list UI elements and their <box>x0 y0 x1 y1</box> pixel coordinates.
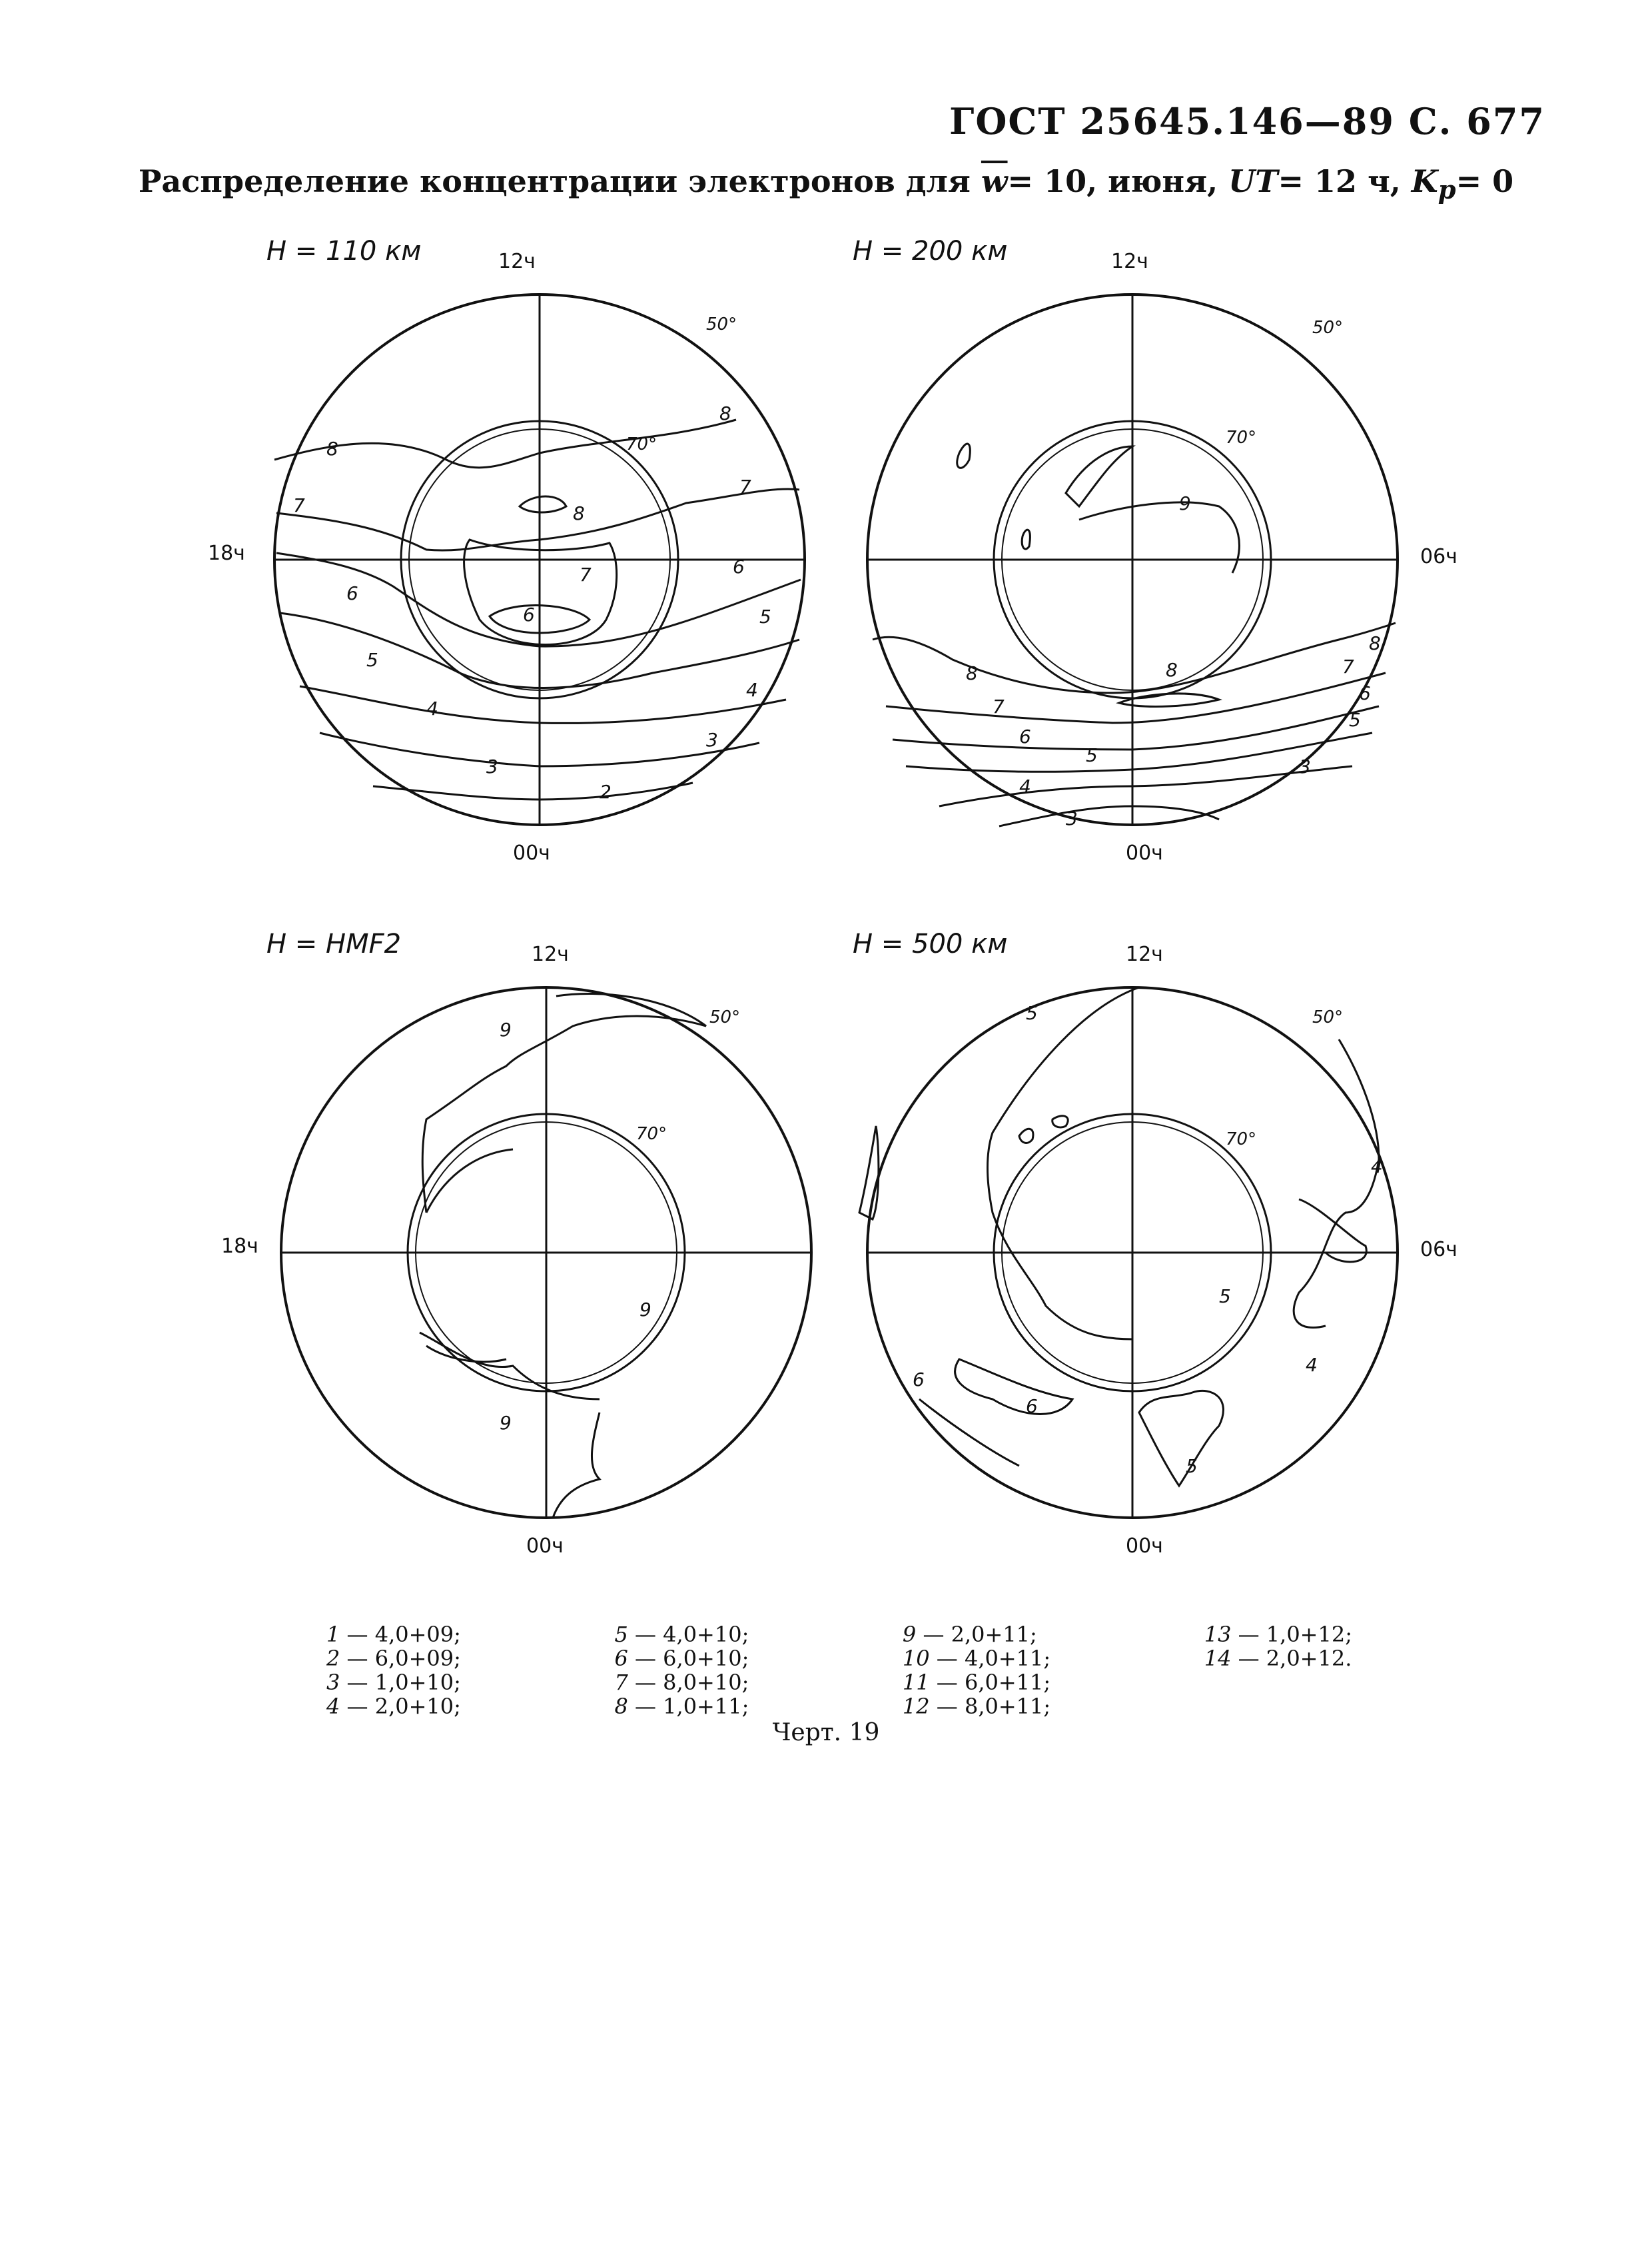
legend-column <box>326 1622 461 1718</box>
time-label-top: 12ч <box>498 250 536 273</box>
contour-9a <box>1066 446 1132 506</box>
title-ut-value: = 12 ч, <box>1278 163 1412 199</box>
legend-item-number: 10 <box>902 1646 930 1671</box>
legend-item-number: 13 <box>1204 1622 1232 1647</box>
title-kp-value: = 0 <box>1455 163 1514 199</box>
legend-item-number: 6 <box>614 1646 628 1671</box>
legend-item <box>1204 1646 1352 1670</box>
contour-label: 8 <box>326 438 338 460</box>
figure-title <box>0 163 1652 205</box>
contour-label: 5 <box>1186 1455 1198 1477</box>
legend-item <box>326 1694 461 1718</box>
contour-label: 7 <box>993 696 1005 718</box>
lat-label-inner: 70° <box>1226 428 1257 448</box>
contour-label: 4 <box>1019 776 1031 798</box>
contour-label: 5 <box>1219 1285 1231 1307</box>
legend-item-value: — 4,0+09; <box>340 1622 461 1647</box>
contour-label: 5 <box>759 606 771 628</box>
legend-item <box>903 1694 1050 1718</box>
lat-label-inner: 70° <box>626 434 657 454</box>
legend-item <box>903 1622 1050 1646</box>
contour-label: 6 <box>523 604 535 626</box>
legend-item-number: 9 <box>902 1622 917 1647</box>
contour-7 <box>276 489 799 550</box>
contour-inner-8 <box>520 496 566 512</box>
contour-label: 4 <box>1306 1354 1318 1376</box>
legend-item-value: — 1,0+12; <box>1231 1622 1352 1647</box>
contour-island-2 <box>1022 530 1030 549</box>
legend-item-value: — 6,0+09; <box>340 1646 461 1671</box>
legend <box>326 1622 1352 1718</box>
contour-label: 7 <box>1342 656 1354 678</box>
contour-island-left <box>859 1126 879 1219</box>
contour-label: 8 <box>1166 659 1178 681</box>
legend-item-value: — 2,0+12. <box>1231 1646 1352 1671</box>
contour-9b <box>1079 502 1239 573</box>
legend-item-number: 12 <box>902 1694 930 1719</box>
polar-map-200km <box>833 236 1457 893</box>
time-label-bottom: 00ч <box>513 842 550 865</box>
lat-label-inner: 70° <box>636 1124 667 1144</box>
time-label-right: 06ч <box>1420 1238 1457 1261</box>
legend-item <box>326 1622 461 1646</box>
panel-height-label: H = 110 км <box>266 236 422 267</box>
contour-label: 8 <box>966 662 978 684</box>
contour-label: 5 <box>1026 1002 1038 1024</box>
contour-5-lower <box>1139 1391 1223 1486</box>
legend-column <box>614 1622 749 1718</box>
contour-label: 6 <box>1019 726 1031 748</box>
panel-height-label: H = HMF2 <box>266 929 402 959</box>
time-label-left: 18ч <box>221 1235 258 1258</box>
time-label-bottom: 00ч <box>1126 842 1163 865</box>
contour-inner-8 <box>1119 694 1219 707</box>
contour-9-upper-b <box>426 1149 513 1213</box>
map-frame <box>867 987 1398 1518</box>
time-label-top: 12ч <box>1126 943 1163 966</box>
contour-8 <box>274 420 736 468</box>
contour-label: 7 <box>739 476 751 498</box>
contour-label: 6 <box>913 1369 925 1391</box>
contour-lines <box>873 444 1396 826</box>
legend-item <box>326 1670 461 1694</box>
contour-label: 6 <box>1359 682 1371 704</box>
time-label-bottom: 00ч <box>1126 1534 1163 1558</box>
contour-label: 9 <box>639 1299 651 1321</box>
legend-item <box>903 1670 1050 1694</box>
polar-map-500km <box>833 929 1457 1586</box>
contour-label: 3 <box>486 756 498 778</box>
legend-item <box>903 1646 1050 1670</box>
page-header: ГОСТ 25645.146—89 С. 677 <box>949 100 1545 143</box>
contour-label: 3 <box>1066 808 1078 830</box>
contour-small-1 <box>1019 1129 1033 1143</box>
legend-item-value: — 6,0+10; <box>627 1646 749 1671</box>
legend-item-value: — 1,0+11; <box>627 1694 749 1719</box>
contour-label: 5 <box>1086 744 1098 766</box>
legend-item-number: 8 <box>614 1694 628 1719</box>
map-frame <box>867 294 1398 825</box>
title-w-symbol: $\overline{w}$ <box>981 163 1008 199</box>
lat-label-outer: 50° <box>709 1007 741 1027</box>
legend-item-number: 14 <box>1204 1646 1232 1671</box>
lat-label-inner: 70° <box>1226 1129 1257 1149</box>
contour-label: 6 <box>733 556 745 578</box>
lat-label-outer: 50° <box>1312 318 1344 338</box>
map-frame <box>281 987 811 1518</box>
legend-item-value: — 8,0+11; <box>929 1694 1051 1719</box>
legend-item-value: — 2,0+10; <box>340 1694 461 1719</box>
legend-item-value: — 4,0+11; <box>929 1646 1051 1671</box>
contour-lines <box>420 993 706 1518</box>
legend-item <box>614 1670 749 1694</box>
contour-5-main <box>988 987 1140 1339</box>
contour-label: 9 <box>1179 492 1191 514</box>
contour-label: 4 <box>426 698 438 720</box>
legend-item-number: 2 <box>326 1646 340 1671</box>
contour-lines <box>859 987 1379 1486</box>
legend-item <box>1204 1622 1352 1646</box>
contour-label: 7 <box>293 494 305 516</box>
legend-item-number: 5 <box>614 1622 628 1647</box>
legend-column <box>903 1622 1050 1718</box>
legend-item-number: 4 <box>326 1694 340 1719</box>
contour-6-outer <box>919 1399 1019 1466</box>
contour-island-1 <box>957 444 971 468</box>
time-label-right: 06ч <box>1420 545 1457 568</box>
legend-item-value: — 4,0+10; <box>627 1622 749 1647</box>
contour-label: 8 <box>573 502 585 524</box>
legend-item-number: 3 <box>326 1670 340 1695</box>
title-prefix: Распределение концентрации электронов для <box>138 163 981 199</box>
contour-4 <box>300 686 786 723</box>
title-kp-sub: p <box>1438 175 1456 206</box>
legend-item-number: 7 <box>614 1670 628 1695</box>
contour-label: 8 <box>719 402 731 424</box>
contour-label: 9 <box>500 1019 512 1041</box>
contour-label: 5 <box>1349 709 1361 731</box>
panel-height-label: H = 500 км <box>853 929 1008 959</box>
time-label-left: 18ч <box>208 542 245 565</box>
time-label-top: 12ч <box>532 943 569 966</box>
panel-height-label: H = 200 км <box>853 236 1008 267</box>
figure-caption: Черт. 19 <box>772 1719 880 1746</box>
contour-label: 6 <box>346 582 358 604</box>
contour-label: 2 <box>600 781 612 803</box>
contour-label: 4 <box>1371 1155 1383 1177</box>
title-kp-symbol: K <box>1411 163 1438 199</box>
polar-map-110km <box>208 236 826 893</box>
contour-label: 5 <box>366 649 378 671</box>
contour-label: 6 <box>1026 1395 1038 1417</box>
contour-label: 3 <box>1299 756 1311 778</box>
legend-item <box>614 1694 749 1718</box>
contour-lines <box>274 420 801 800</box>
legend-item-value: — 1,0+10; <box>340 1670 461 1695</box>
legend-item-number: 1 <box>326 1622 340 1647</box>
map-frame <box>274 294 805 825</box>
lat-label-outer: 50° <box>1312 1007 1344 1027</box>
polar-map-hmf2 <box>221 929 826 1586</box>
contour-9-lower-b <box>426 1346 506 1362</box>
contour-small-2 <box>1052 1116 1068 1127</box>
legend-item-value: — 2,0+11; <box>916 1622 1037 1647</box>
lat-label-outer: 50° <box>706 314 737 334</box>
legend-item-value: — 8,0+10; <box>627 1670 749 1695</box>
legend-item <box>326 1646 461 1670</box>
contour-label: 9 <box>500 1412 512 1434</box>
legend-column <box>1204 1622 1352 1718</box>
title-ut-symbol: UT <box>1228 163 1278 199</box>
legend-item <box>614 1646 749 1670</box>
legend-item-value: — 6,0+11; <box>929 1670 1051 1695</box>
contour-label: 8 <box>1369 632 1381 654</box>
contour-8 <box>873 623 1396 693</box>
time-label-top: 12ч <box>1111 250 1148 273</box>
title-w-value: = 10, июня, <box>1007 163 1229 199</box>
contour-label: 4 <box>746 679 758 701</box>
contour-label: 3 <box>706 729 718 751</box>
contour-label: 7 <box>580 564 592 586</box>
time-label-bottom: 00ч <box>526 1534 564 1558</box>
contour-9-bottom <box>553 1412 600 1518</box>
legend-item <box>614 1622 749 1646</box>
legend-item-number: 11 <box>902 1670 930 1695</box>
